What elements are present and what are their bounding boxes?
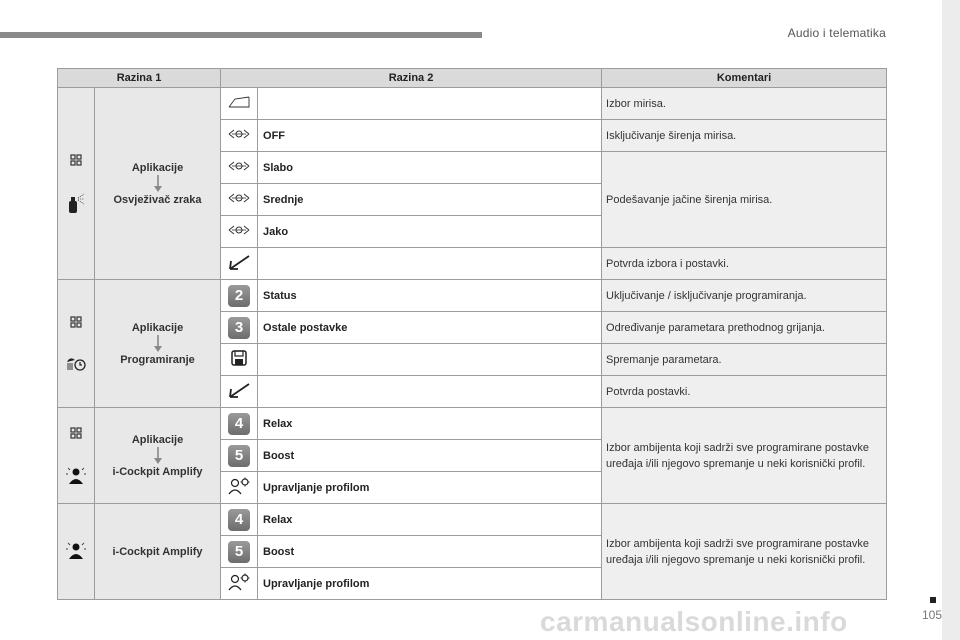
level2-icon-cell[interactable] <box>221 280 258 312</box>
air-freshener-icon <box>66 192 86 214</box>
level2-icon-cell[interactable] <box>221 568 258 600</box>
fragrance-intensity-icon[interactable] <box>227 224 251 236</box>
profile-settings-icon[interactable] <box>227 476 251 496</box>
comment: Potvrda izbora i postavki. <box>602 248 887 280</box>
fragrance-intensity-icon[interactable] <box>227 128 251 140</box>
step-badge: 2 <box>228 285 250 307</box>
header-bar <box>0 32 482 38</box>
comment: Podešavanje jačine širenja mirisa. <box>602 152 887 248</box>
level2-icon-cell[interactable] <box>221 376 258 408</box>
level2-icon-cell[interactable] <box>221 216 258 248</box>
level2-label[interactable]: Boost <box>258 536 602 568</box>
side-strip <box>942 0 960 640</box>
level2-icon-cell[interactable] <box>221 312 258 344</box>
level2-label[interactable]: Srednje <box>258 184 602 216</box>
fragrance-intensity-icon[interactable] <box>227 160 251 172</box>
level2-label[interactable]: Status <box>258 280 602 312</box>
level2-label[interactable]: Upravljanje profilom <box>258 472 602 504</box>
level2-label[interactable] <box>258 248 602 280</box>
level1-label-cell <box>95 504 221 600</box>
section-title: Audio i telematika <box>787 26 886 40</box>
i-cockpit-amplify-icon <box>65 465 87 485</box>
level1-label-cell <box>95 280 221 408</box>
comment: Izbor ambijenta koji sadrži sve programirane postavke uređaja i/ili njegovo spremanje u neki korisnički profil. <box>602 504 887 600</box>
comment: Spremanje parametara. <box>602 344 887 376</box>
table-row <box>58 88 887 120</box>
column-header: Komentari <box>602 69 887 88</box>
level2-label[interactable]: Boost <box>258 440 602 472</box>
step-badge: 4 <box>228 509 250 531</box>
i-cockpit-amplify-icon <box>65 540 87 560</box>
watermark: carmanualsonline.info <box>540 606 848 637</box>
fragrance-select-icon[interactable] <box>227 96 251 108</box>
submenu-label: i-Cockpit Amplify <box>112 545 203 558</box>
comment: Potvrda postavki. <box>602 376 887 408</box>
level2-label[interactable]: OFF <box>258 120 602 152</box>
level2-icon-cell[interactable] <box>221 184 258 216</box>
level2-icon-cell[interactable] <box>221 344 258 376</box>
comment: Određivanje parametara prethodnog grijanja. <box>602 312 887 344</box>
level1-label-cell <box>95 408 221 504</box>
comment: Izbor ambijenta koji sadrži sve programirane postavke uređaja i/ili njegovo spremanje u neki korisnički profil. <box>602 408 887 504</box>
apps-grid-icon <box>70 154 82 166</box>
level2-label[interactable]: Upravljanje profilom <box>258 568 602 600</box>
fragrance-intensity-icon[interactable] <box>227 192 251 204</box>
table-row <box>58 504 887 536</box>
down-arrow-icon <box>153 335 163 353</box>
app-label: Aplikacije <box>131 433 184 446</box>
level2-label[interactable]: Relax <box>258 408 602 440</box>
level1-icon-cell <box>58 88 95 280</box>
down-arrow-icon <box>153 175 163 193</box>
level2-icon-cell[interactable] <box>221 472 258 504</box>
table-row <box>58 408 887 440</box>
step-badge: 5 <box>228 541 250 563</box>
level2-label[interactable]: Slabo <box>258 152 602 184</box>
level2-icon-cell[interactable] <box>221 536 258 568</box>
level2-icon-cell[interactable] <box>221 408 258 440</box>
settings-table <box>57 68 887 600</box>
comment: Isključivanje širenja mirisa. <box>602 120 887 152</box>
page-number: 105 <box>921 608 942 622</box>
step-badge: 4 <box>228 413 250 435</box>
level2-icon-cell[interactable] <box>221 504 258 536</box>
level2-icon-cell[interactable] <box>221 248 258 280</box>
submenu-label: i-Cockpit Amplify <box>112 465 203 478</box>
submenu-label: Osvježivač zraka <box>113 193 202 206</box>
level2-label[interactable] <box>258 344 602 376</box>
down-arrow-icon <box>153 447 163 465</box>
page-marker <box>930 597 936 603</box>
level2-icon-cell[interactable] <box>221 440 258 472</box>
level2-label[interactable]: Ostale postavke <box>258 312 602 344</box>
app-label: Aplikacije <box>131 321 184 334</box>
apps-grid-icon <box>70 316 82 328</box>
level2-icon-cell[interactable] <box>221 120 258 152</box>
profile-settings-icon[interactable] <box>227 572 251 592</box>
table-row <box>58 280 887 312</box>
confirm-arrow-icon[interactable] <box>228 253 250 271</box>
level2-label[interactable]: Relax <box>258 504 602 536</box>
level1-label-cell <box>95 88 221 280</box>
level2-label[interactable] <box>258 88 602 120</box>
comment: Uključivanje / isključivanje programiranja. <box>602 280 887 312</box>
confirm-arrow-icon[interactable] <box>228 381 250 399</box>
app-label: Aplikacije <box>131 161 184 174</box>
step-badge: 5 <box>228 445 250 467</box>
level1-icon-cell <box>58 408 95 504</box>
apps-grid-icon <box>70 427 82 439</box>
level2-icon-cell[interactable] <box>221 152 258 184</box>
submenu-label: Programiranje <box>120 353 195 366</box>
step-badge: 3 <box>228 317 250 339</box>
comment: Izbor mirisa. <box>602 88 887 120</box>
column-header: Razina 2 <box>221 69 602 88</box>
column-header: Razina 1 <box>58 69 221 88</box>
level1-icon-cell <box>58 280 95 408</box>
level2-icon-cell[interactable] <box>221 88 258 120</box>
save-icon[interactable] <box>230 349 248 367</box>
level2-label[interactable] <box>258 376 602 408</box>
scheduled-heating-icon <box>65 354 87 372</box>
level1-icon-cell <box>58 504 95 600</box>
level2-label[interactable]: Jako <box>258 216 602 248</box>
